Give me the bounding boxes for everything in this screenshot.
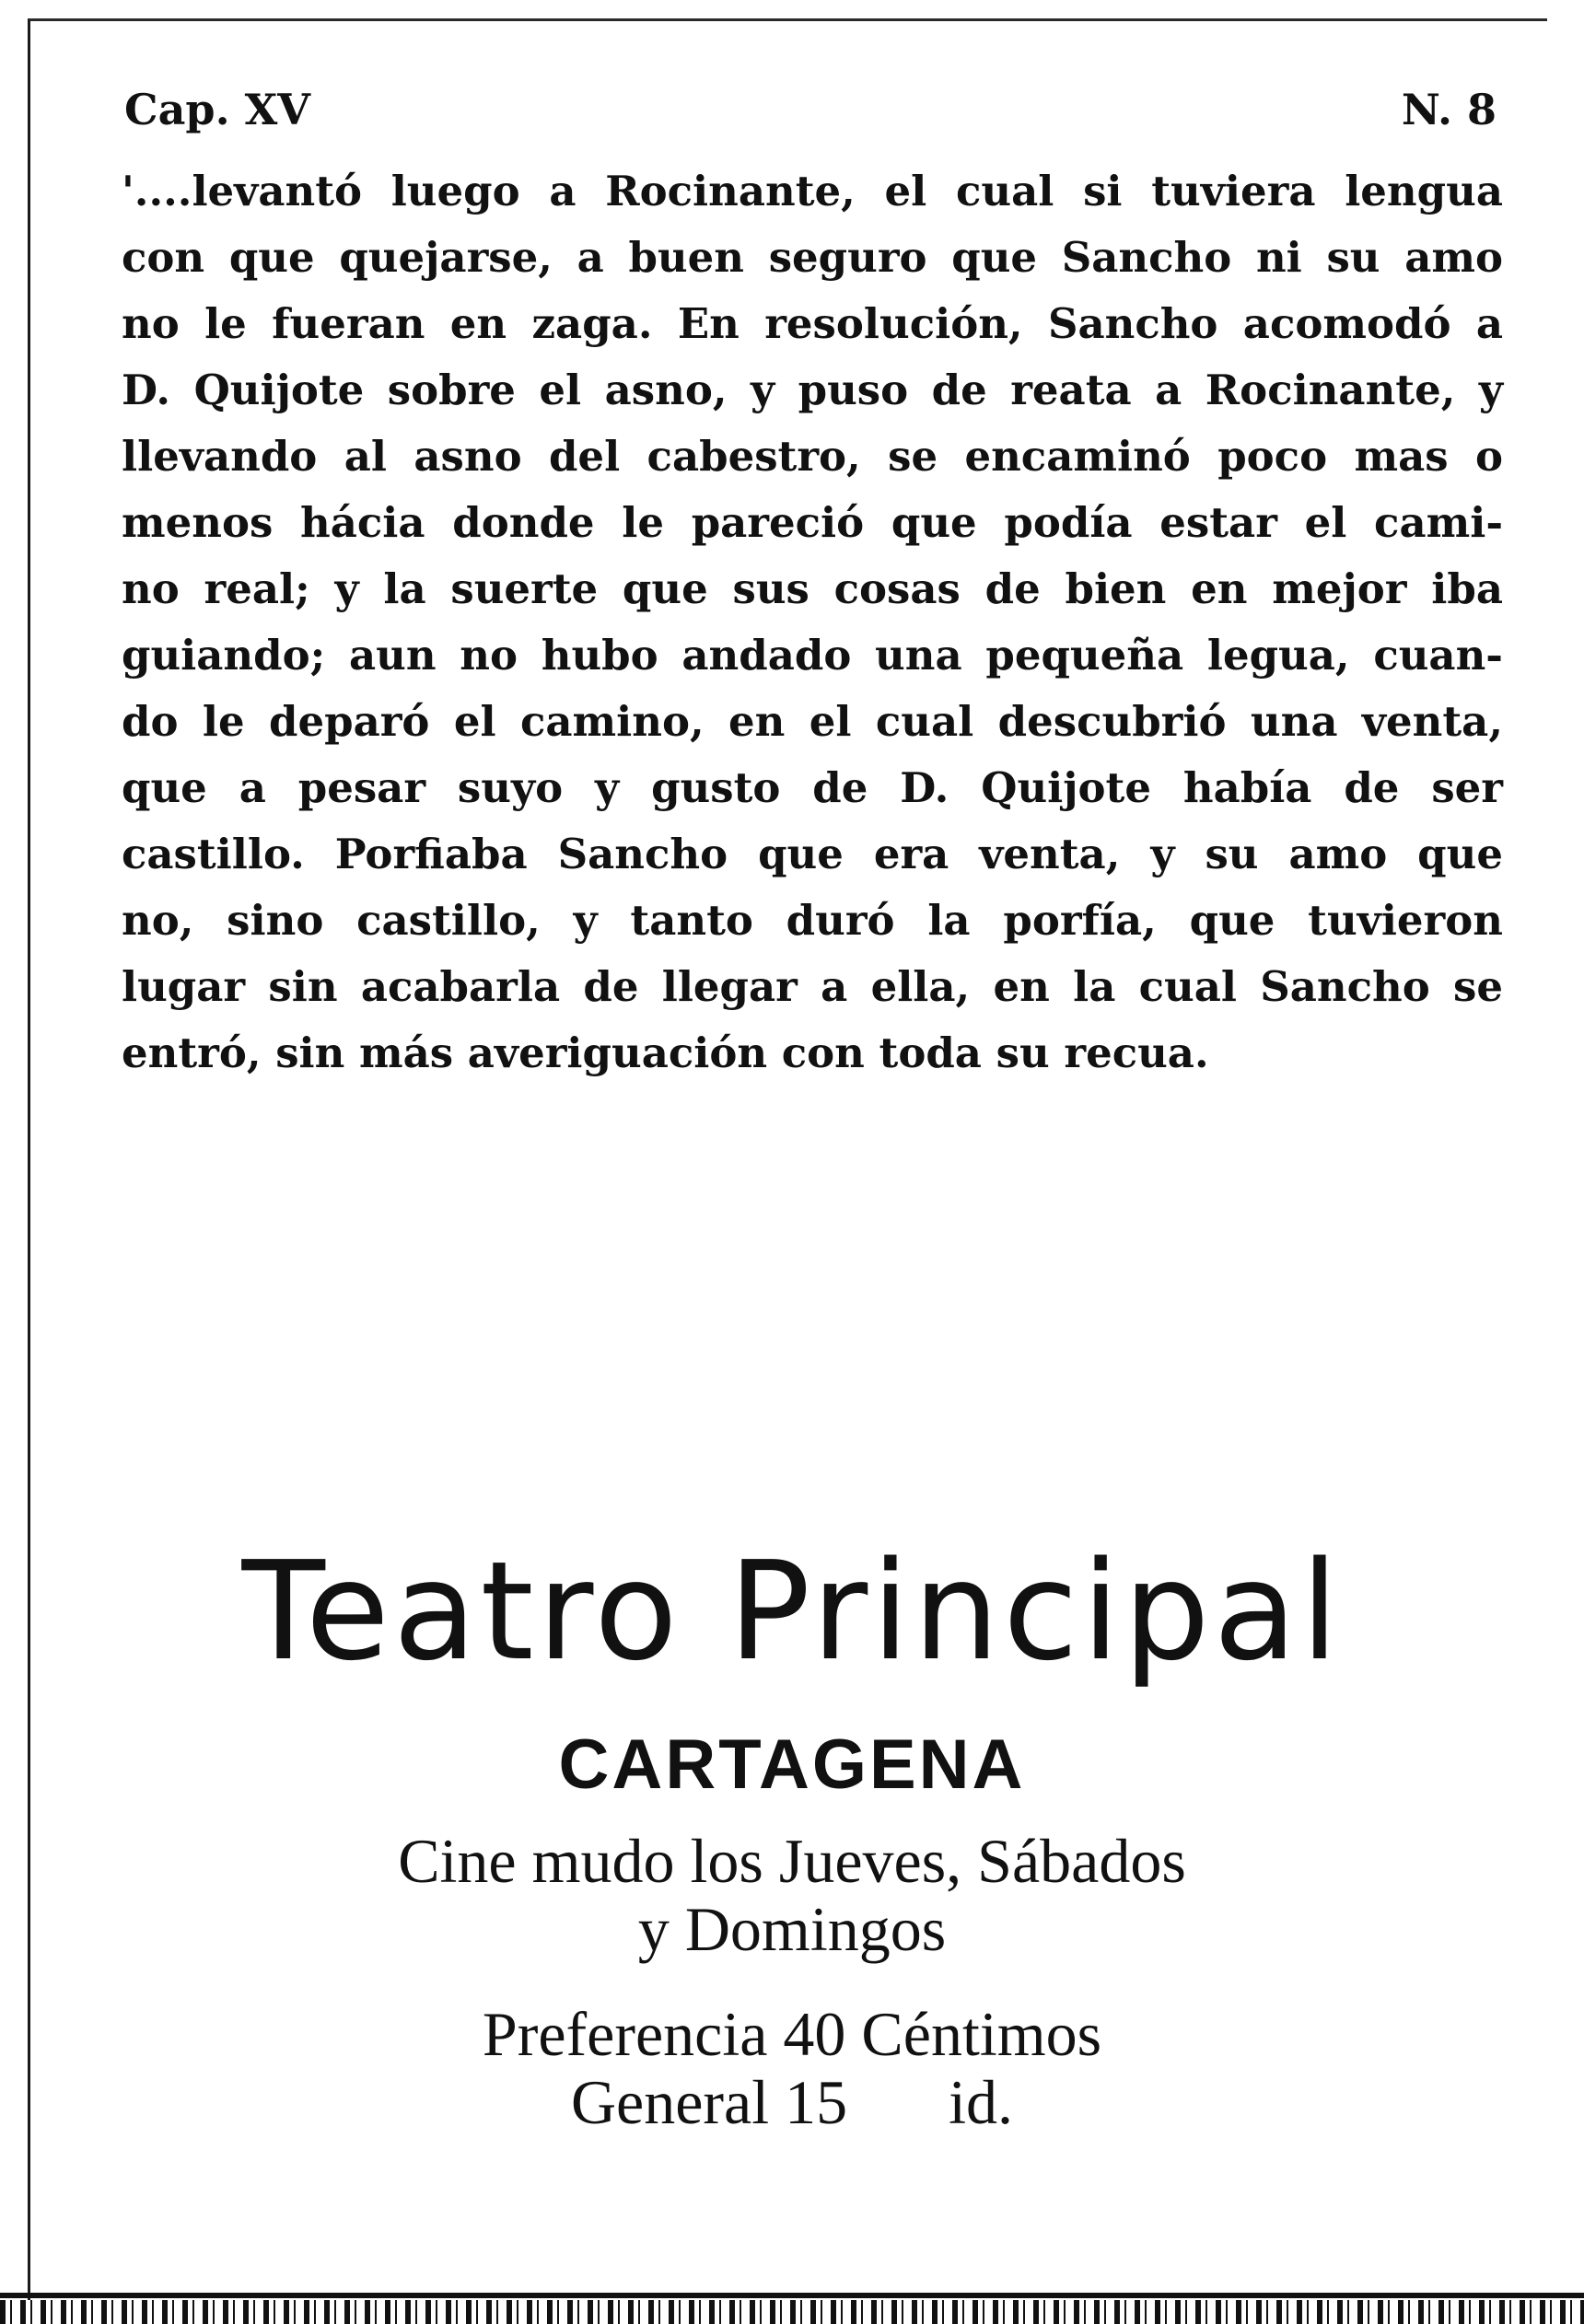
passage-line: no, sino castillo, y tanto duró la porfía, que tuvieron: [122, 896, 1503, 945]
bottom-rule: [0, 2293, 1584, 2298]
passage-line: menos hácia donde le pareció que podía estar el cami-: [122, 498, 1503, 547]
passage-line: que a pesar suyo y gusto de D. Quijote había de ser: [122, 763, 1503, 812]
price-general: [0, 2068, 1584, 2136]
passage-line: D. Quijote sobre el asno, y puso de reata a Rocinante, y: [122, 366, 1503, 414]
passage-line: guiando; aun no hubo andado una pequeña legua, cuan-: [122, 631, 1503, 680]
bottom-edge-strip: [0, 2300, 1584, 2324]
passage-text: [122, 158, 1503, 1086]
price-preferencia: Preferencia 40 Céntimos: [482, 1999, 1102, 2069]
city-name: CARTAGENA: [558, 1726, 1026, 1804]
passage-line: llevando al asno del cabestro, se encaminó poco mas o: [122, 432, 1503, 481]
passage-line: no le fueran en zaga. En resolución, Sancho acomodó a: [122, 299, 1503, 348]
page-header: [124, 85, 1497, 149]
passage-line: lugar sin acabarla de llegar a ella, en la cual Sancho se: [122, 962, 1503, 1011]
chapter-label: Cap. XV: [124, 85, 310, 134]
passage-line: entró, sin más averiguación con toda su recua.: [122, 1028, 1209, 1077]
cinema-days-line-2: y Domingos: [637, 1894, 947, 1964]
passage-line: no real; y la suerte que sus cosas de bien en mejor iba: [122, 564, 1503, 613]
theatre-title: Teatro Principal: [241, 1532, 1343, 1691]
price-general-suffix: id.: [949, 2067, 1014, 2137]
theatre-advert: [0, 1528, 1584, 2136]
passage-line: do le deparó el camino, en el cual descubrió una venta,: [122, 697, 1503, 746]
passage-line: con que quejarse, a buen seguro que Sancho ni su amo: [122, 233, 1503, 282]
passage-line: castillo. Porfiaba Sancho que era venta, y su amo que: [122, 830, 1503, 878]
passage-line: '....levantó luego a Rocinante, el cual si tuviera lengua: [122, 167, 1503, 215]
cinema-days-line: Cine mudo los Jueves, Sábados: [398, 1826, 1186, 1896]
page-number: N. 8: [1401, 85, 1497, 134]
price-general-label: General 15: [570, 2067, 848, 2137]
